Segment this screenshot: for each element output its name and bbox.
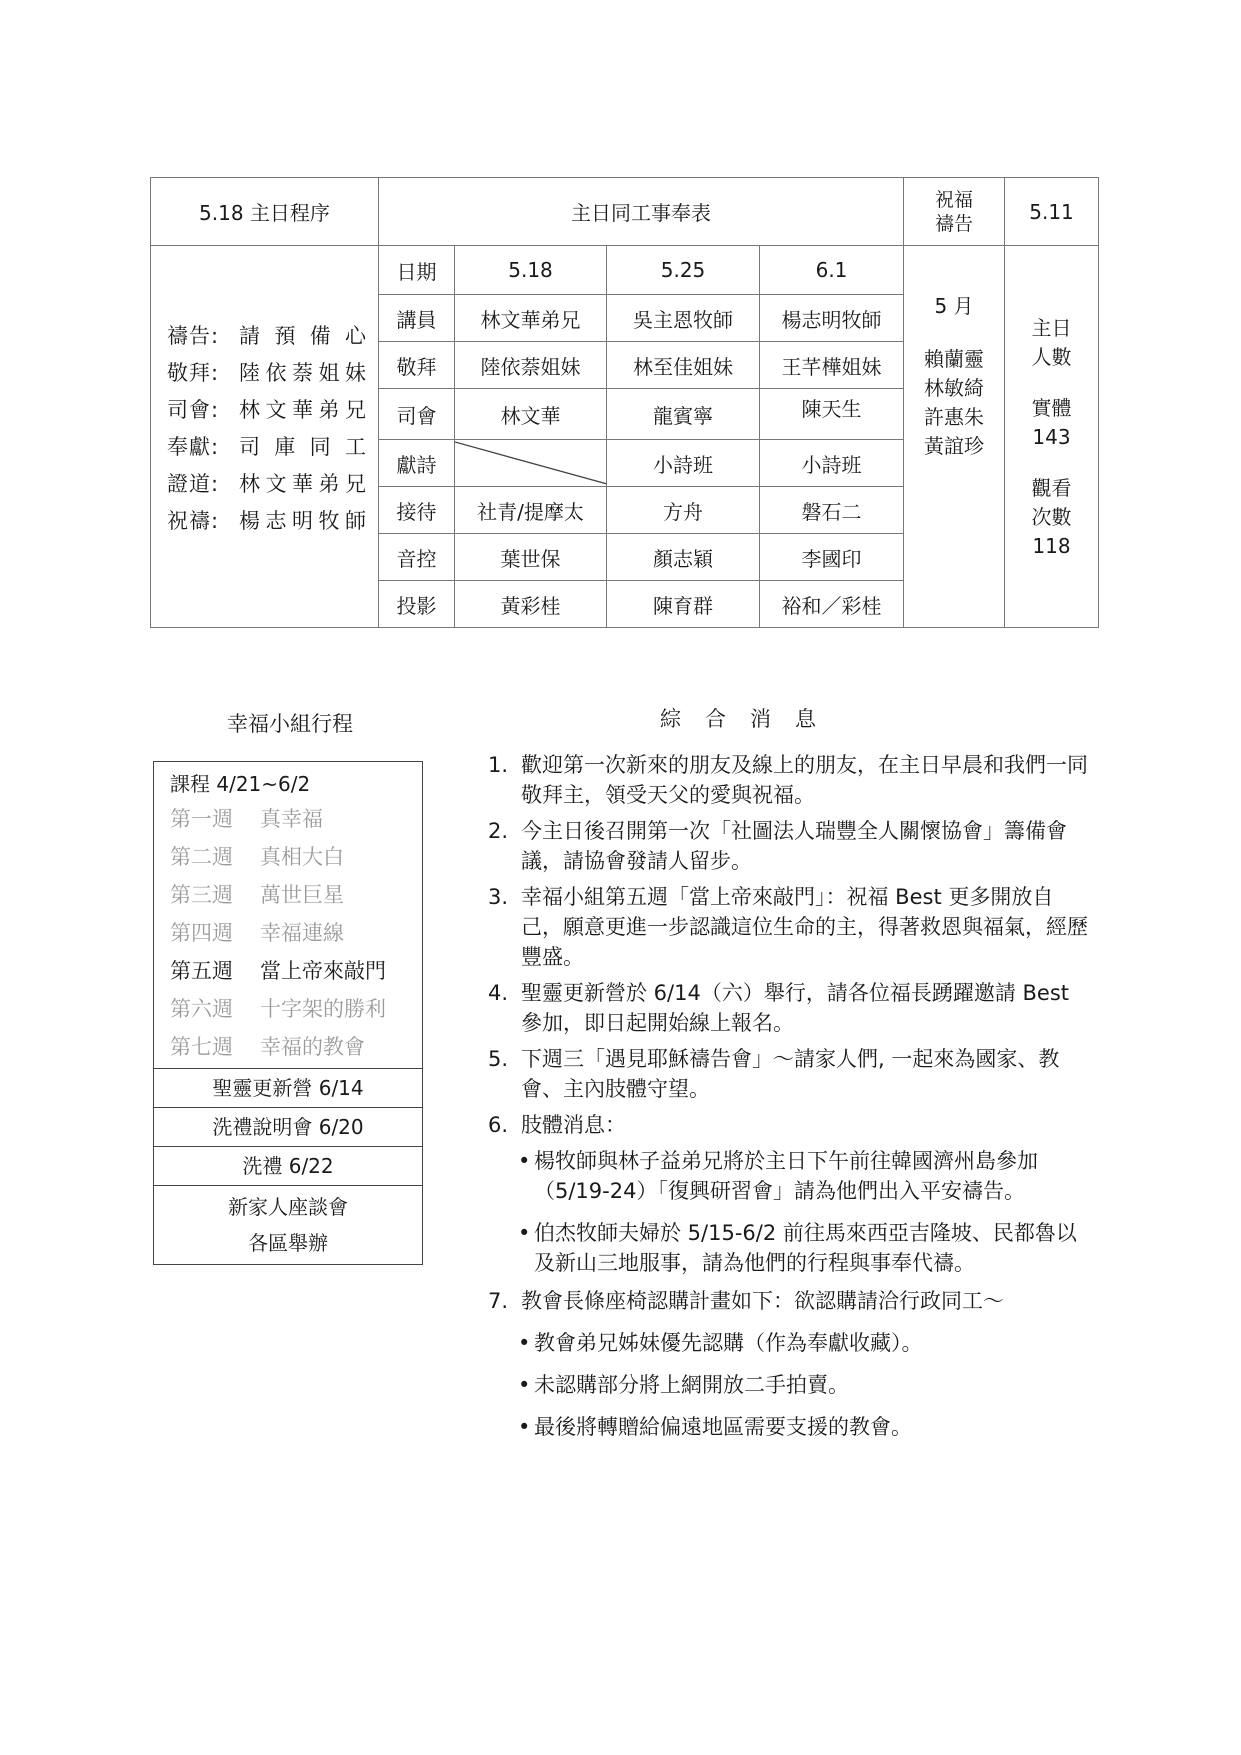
schedule-cell: 裕和／彩桂 [760,581,904,628]
empty-slash-cell [455,440,607,487]
date-cell: 6.1 [760,246,904,295]
schedule-cell: 小詩班 [760,440,904,487]
program-line: 證道: 林文華弟兄 [167,472,367,496]
news-item: 4. 聖靈更新營於 6/14（六）舉行，請各位福長踴躍邀請 Best 參加，即日起開始線上報名。 [488,981,1070,1035]
group-schedule-box [153,761,423,1265]
seat-plan-item: • 最後將轉贈給偏遠地區需要支援的教會。 [518,1415,912,1439]
role-cell: 投影 [379,581,455,628]
week-item-current: 第五週 當上帝來敲門 [170,959,386,983]
schedule-cell: 方舟 [607,487,760,534]
role-cell: 敬拜 [379,342,455,389]
schedule-cell: 陸依萘姐妹 [455,342,607,389]
role-cell: 講員 [379,295,455,342]
program-line: 司會: 林文華弟兄 [167,398,367,422]
role-cell: 音控 [379,534,455,581]
schedule-cell: 林文華 [455,389,607,440]
program-title: 5.18 主日程序 [151,178,379,246]
schedule-cell: 小詩班 [607,440,760,487]
program-line: 禱告: 請預備心 [167,324,367,348]
views-label: 觀看 [1031,476,1072,500]
news-item: 7. 教會長條座椅認購計畫如下：欲認購請洽行政同工～ [488,1289,1004,1313]
schedule-cell: 顏志穎 [607,534,760,581]
prayer-name: 賴蘭靈 [924,347,984,371]
schedule-cell: 王芊樺姐妹 [760,342,904,389]
week-item: 第三週 萬世巨星 [170,883,344,907]
program-line: 敬拜: 陸依萘姐妹 [167,361,367,385]
attendance [1005,246,1099,628]
news-title: 綜合消息 [660,707,840,731]
role-cell: 獻詩 [379,440,455,487]
date-cell: 5.18 [455,246,607,295]
schedule-cell: 葉世保 [455,534,607,581]
prayer-month: 5 月 [934,294,974,318]
role-cell: 司會 [379,389,455,440]
week-item: 第二週 真相大白 [170,845,344,869]
inperson-value: 143 [1032,425,1071,449]
schedule-cell: 楊志明牧師 [760,295,904,342]
news-item: 6. 肢體消息： [488,1113,626,1137]
event-item: 聖靈更新營 6/14 [154,1069,422,1108]
diagonal-line [455,440,607,486]
date-cell: 5.25 [607,246,760,295]
views-label: 次數 [1031,505,1072,529]
seat-plan-item: • 未認購部分將上網開放二手拍賣。 [518,1373,849,1397]
schedule-cell: 林至佳姐妹 [607,342,760,389]
attendance-label: 主日 [1031,316,1072,340]
news-item: 3. 幸福小組第五週「當上帝來敲門」：祝福 Best 更多開放自己，願意更進一步認識這位生命的主，得著救恩與福氣，經歷豐盛。 [488,885,1088,969]
week-item: 第四週 幸福連線 [170,921,344,945]
prayer-name: 林敏綺 [924,376,984,400]
program-list [151,246,379,628]
program-line: 奉獻: 司庫同工 [167,435,367,459]
schedule-cell: 吳主恩牧師 [607,295,760,342]
schedule-cell: 李國印 [760,534,904,581]
prayer-list [904,246,1005,628]
schedule-cell: 黃彩桂 [455,581,607,628]
program-line: 祝禱: 楊志明牧師 [167,509,367,533]
event-item: 新家人座談會 各區舉辦 [228,1195,348,1255]
group-title: 幸福小組行程 [227,712,353,736]
prayer-name: 黃誼珍 [924,434,984,458]
role-cell: 接待 [379,487,455,534]
inperson-label: 實體 [1031,396,1072,420]
schedule-cell: 磐石二 [760,487,904,534]
schedule-title: 主日同工事奉表 [379,178,904,246]
event-item: 洗禮說明會 6/20 [154,1108,422,1147]
schedule-cell: 陳育群 [607,581,760,628]
schedule-cell: 龍賓寧 [607,389,760,440]
member-news: • 伯杰牧師夫婦於 5/15-6/2 前往馬來西亞吉隆坡、民都魯以及新山三地服事，請為他們的行程與事奉代禱。 [518,1221,1077,1275]
event-item: 洗禮 6/22 [154,1147,422,1186]
news-item: 2. 今主日後召開第一次「社圖法人瑞豐全人關懷協會」籌備會議，請協會發請人留步。 [488,819,1067,873]
prev-date: 5.11 [1005,178,1099,246]
week-item: 第七週 幸福的教會 [170,1035,365,1059]
week-item: 第六週 十字架的勝利 [170,997,386,1021]
schedule-cell: 社青/提摩太 [455,487,607,534]
attendance-label: 人數 [1031,345,1072,369]
course-heading: 課程 4/21~6/2 [170,772,311,796]
seat-plan-item: • 教會弟兄姊妹優先認購（作為奉獻收藏）。 [518,1331,923,1355]
news-item: 5. 下週三「遇見耶穌禱告會」～請家人們, 一起來為國家、教會、主內肢體守望。 [488,1047,1060,1101]
course-block [154,762,422,1069]
week-item: 第一週 真幸福 [170,807,323,831]
role-cell: 日期 [379,246,455,295]
service-table [150,177,1099,628]
table-header-row [151,178,1099,246]
schedule-cell: 陳天生 [760,389,904,440]
news-item: 1. 歡迎第一次新來的朋友及線上的朋友，在主日早晨和我們一同敬拜主，領受天父的愛與祝福。 [488,753,1088,807]
views-value: 118 [1032,534,1071,558]
schedule-cell: 林文華弟兄 [455,295,607,342]
prayer-name: 許惠朱 [924,405,984,429]
member-news: • 楊牧師與林子益弟兄將於主日下午前往韓國濟州島參加（5/19-24）「復興研習會」請為他們出入平安禱告。 [518,1149,1038,1203]
news-list [488,750,1088,1450]
prayer-title: 祝福 禱告 [904,178,1005,246]
table-row [151,246,1099,295]
